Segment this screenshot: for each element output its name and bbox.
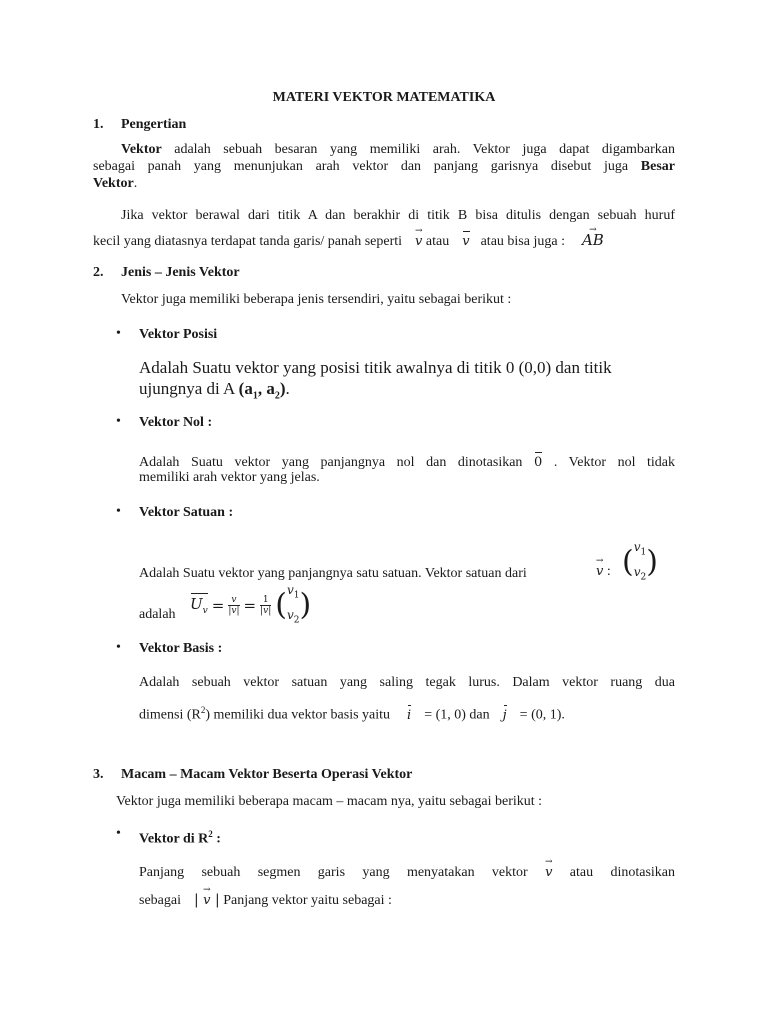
vektor-nol-line-2: memiliki arah vektor yang jelas.: [139, 470, 320, 485]
frac2-den: v: [263, 605, 269, 616]
formula-fraction-1: $\frac{v}{|v|}$: [228, 594, 240, 616]
section-3-heading: Macam – Macam Vektor Beserta Operasi Vektor: [121, 767, 413, 782]
bullet-icon: •: [116, 640, 121, 655]
left-paren: (: [622, 544, 634, 580]
vektor-r2-line-2: [139, 892, 392, 909]
formula-v2-sub: 2: [293, 615, 300, 626]
vektor-posisi-line-1: Adalah Suatu vektor yang posisi titik awalnya di titik 0 (0,0) dan titik: [139, 358, 612, 377]
matrix-v1: v: [633, 540, 641, 554]
vektor-basis-title: Vektor Basis :: [139, 641, 223, 656]
formula-right-paren: ): [299, 587, 312, 623]
section-2-heading: Jenis – Jenis Vektor: [121, 265, 240, 280]
vektor-nol-title: Vektor Nol :: [139, 415, 213, 430]
vektor-r2-line-1: [139, 864, 675, 881]
vector-arrow-v-symbol: → v: [415, 233, 422, 250]
period: .: [133, 176, 138, 191]
vektor-r2-title: [139, 826, 221, 848]
bold-besar: Besar: [640, 159, 676, 174]
r2-text-4: Panjang vektor yaitu sebagai :: [223, 893, 392, 908]
posisi-sub-1: 1: [252, 390, 258, 402]
paragraph-definition-line-2: [93, 158, 675, 175]
satuan-v-symbol: → v: [596, 563, 603, 580]
matrix-v1-sub: 1: [640, 547, 647, 558]
atau-text-1: atau: [425, 234, 450, 249]
satuan-column-vector: [622, 537, 658, 581]
basis-j-value: = (0, 1).: [519, 707, 565, 723]
basis-text-2: ) memiliki dua vektor basis yaitu: [205, 707, 391, 723]
satuan-matrix: [634, 537, 647, 588]
vektor-basis-line-2: [139, 702, 565, 724]
bullet-icon: •: [116, 826, 121, 841]
paragraph-definition-line-1: [93, 141, 675, 158]
formula-matrix: [287, 580, 300, 631]
r2-vector-v-symbol: → v: [545, 864, 552, 881]
vektor-posisi-line-2: [139, 378, 290, 406]
posisi-period: .: [285, 379, 290, 398]
satuan-colon: :: [606, 564, 611, 579]
formula-v1: v: [287, 583, 294, 597]
formula-fraction-2: $\frac{1}{|v|}$: [260, 594, 272, 616]
vector-bar-v-symbol: v: [462, 234, 470, 249]
posisi-a-open: (a: [238, 379, 253, 398]
formula-v2: v: [287, 608, 294, 623]
paragraph-definition-line-3: [93, 175, 137, 192]
formula-left-paren: (: [275, 587, 287, 623]
bullet-icon: •: [116, 504, 121, 519]
posisi-text: ujungnya di A: [139, 379, 239, 398]
vector-ab-symbol: → AB: [582, 232, 604, 249]
r2-text-1: Panjang sebuah segmen garis yang menyatakan vektor: [139, 865, 528, 880]
frac1-den: v: [231, 605, 237, 616]
vektor-satuan-line-1: Adalah Suatu vektor yang panjangnya satu satuan. Vektor satuan dari: [139, 566, 527, 581]
definition-text-2: sebagai panah yang menunjukan arah vektor dan panjang garisnya disebut juga: [93, 159, 629, 174]
atau-text-2: atau bisa juga :: [480, 234, 565, 249]
formula-eq-1: =: [211, 596, 225, 615]
magnitude-symbol: | → v |: [194, 892, 220, 908]
vektor-posisi-title: Vektor Posisi: [139, 327, 218, 342]
section-2-intro: Vektor juga memiliki beberapa jenis tersendiri, yaitu sebagai berikut :: [121, 292, 512, 307]
formula-u: [190, 595, 208, 616]
basis-j-symbol: j: [502, 707, 507, 723]
r2-title-text: Vektor di R: [139, 831, 209, 847]
vektor-satuan-title: Vektor Satuan :: [139, 505, 234, 520]
basis-i-value: = (1, 0) dan: [424, 707, 490, 723]
formula-u-letter: U: [190, 594, 203, 613]
r2-text-3: sebagai: [139, 893, 181, 908]
matrix-v2-sub: 2: [640, 572, 647, 583]
paragraph-notation-line-2: [93, 232, 604, 250]
bullet-icon: •: [116, 414, 121, 429]
nol-text-2: . Vektor nol tidak: [553, 455, 676, 470]
satuan-v-vector: [596, 563, 611, 580]
satuan-adalah: adalah: [139, 607, 176, 622]
paragraph-notation-line-1: Jika vektor berawal dari titik A dan berakhir di titik B bisa ditulis dengan sebuah huruf: [121, 208, 675, 223]
right-paren: ): [646, 544, 658, 580]
section-1-number: 1.: [93, 117, 104, 132]
basis-text-1: dimensi (R: [139, 707, 201, 723]
notation-text: kecil yang diatasnya terdapat tanda garis/ panah seperti: [93, 234, 403, 249]
matrix-v2: v: [633, 565, 641, 580]
formula-v1-sub: 1: [293, 590, 300, 601]
posisi-a-comma: , a: [257, 379, 275, 398]
r2-title-sup: 2: [208, 829, 213, 839]
section-2-number: 2.: [93, 265, 104, 280]
posisi-sub-2: 2: [274, 390, 280, 402]
r2-title-colon: :: [212, 831, 221, 847]
frac2-num: 1: [260, 595, 271, 606]
basis-sup: 2: [200, 705, 206, 715]
definition-text-1: adalah sebuah besaran yang memiliki arah. Vektor juga dapat digambarkan: [174, 142, 676, 157]
section-3-intro: Vektor juga memiliki beberapa macam – macam nya, yaitu sebagai berikut :: [116, 794, 543, 809]
bullet-icon: •: [116, 326, 121, 341]
formula-u-sub: v: [202, 605, 208, 616]
zero-vector-symbol: 0: [534, 455, 543, 470]
formula-eq-2: =: [243, 596, 257, 615]
vektor-basis-line-1: Adalah sebuah vektor satuan yang saling tegak lurus. Dalam vektor ruang dua: [139, 675, 675, 690]
document-title: MATERI VEKTOR MATEMATIKA: [272, 90, 496, 105]
posisi-close: ): [279, 379, 286, 398]
satuan-formula: [190, 580, 312, 626]
basis-i-symbol: i: [407, 707, 412, 723]
nol-text-1: Adalah Suatu vektor yang panjangnya nol dan dinotasikan: [139, 455, 523, 470]
bold-vektor: Vektor: [121, 142, 162, 157]
magnitude-v: → v: [203, 892, 210, 909]
bold-vektor-2: Vektor: [93, 176, 134, 191]
section-3-number: 3.: [93, 767, 104, 782]
r2-text-2: atau dinotasikan: [569, 865, 675, 880]
frac1-num: v: [228, 595, 239, 606]
section-1-heading: Pengertian: [121, 117, 187, 132]
